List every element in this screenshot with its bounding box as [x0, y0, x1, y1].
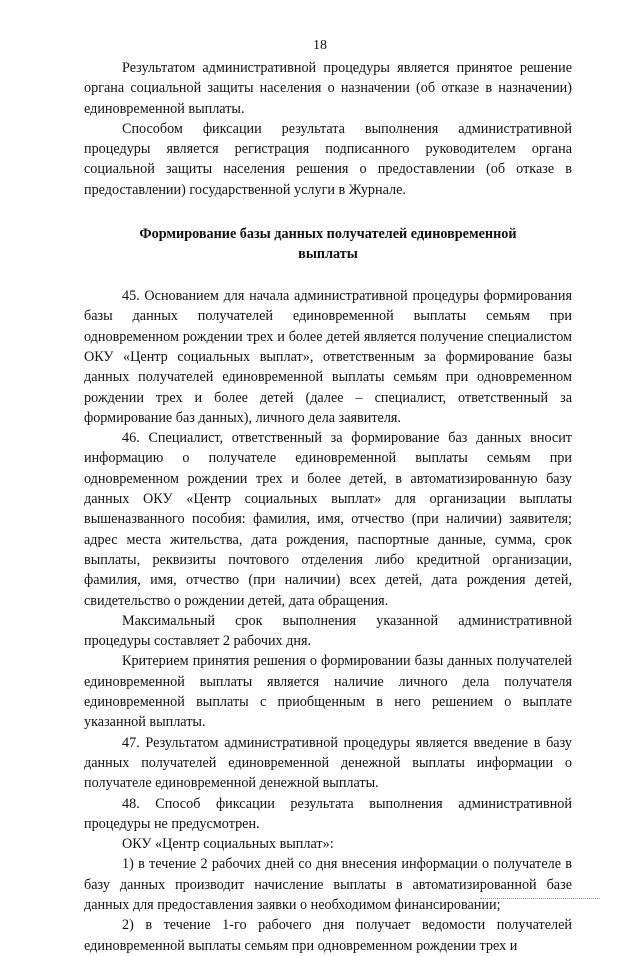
- paragraph-fixation-method: Способом фиксации результата выполнения административной процедуры является регистрация подписанного руководителем органа социальной защиты населения решения о предоставлении (об отказе в предоставлении) государственной услуги в Журнале.: [84, 120, 572, 198]
- paragraph-46: 46. Специалист, ответственный за формирование баз данных вносит информацию о получателе единовременной выплаты семьям при одновременном рождении трех и более детей, в автоматизированную базу данных ОКУ «Центр социальных выплат» для организации выплаты вышеназванного пособия: фамилия, имя, отчество (при наличии) заявителя; адрес места жительства, дата рождения, паспортные данные, сумма, срок выплаты, реквизиты почтового отделения либо кредитной организации, фамилия, имя, отчество (при наличии) всех детей, дата рождения детей, свидетельство о рождении детей, дата обращения.: [84, 430, 572, 609]
- page-number: 18: [313, 38, 327, 53]
- paragraph-48: 48. Способ фиксации результата выполнения административной процедуры не предусмотрен.: [84, 795, 572, 832]
- document-body: [84, 58, 572, 956]
- paragraph-result: Результатом административной процедуры является принятое решение органа социальной защиты населения о назначении (об отказе в назначении) единовременной выплаты.: [84, 60, 572, 117]
- paragraph-45: 45. Основанием для начала административной процедуры формирования базы данных получателей единовременной выплаты семьям при одновременном рождении трех и более детей является получение специалистом ОКУ «Центр социальных выплат», ответственным за формирование базы данных получателей единовременной выплаты семьям при одновременном рождении трех и более детей (далее – специалист, ответственный за формирование баз данных), личного дела заявителя.: [84, 288, 572, 426]
- paragraph-criterion: Критерием принятия решения о формировании базы данных получателей единовременной выплаты является наличие личного дела получателя единовременной выплаты с приобщенным в него решением о выплате указанной выплаты.: [84, 653, 572, 731]
- scan-artifact-line: [480, 897, 600, 899]
- paragraph-max-term: Максимальный срок выполнения указанной административной процедуры составляет 2 рабочих дня.: [84, 612, 572, 650]
- list-item-1: 1) в течение 2 рабочих дней со дня внесения информации о получателе в базу данных производит начисление выплаты в автоматизированной базе данных для предоставления заявки о необходимом финансировании;: [84, 856, 572, 913]
- section-heading: [84, 224, 572, 264]
- list-item-2: 2) в течение 1-го рабочего дня получает ведомости получателей единовременной выплаты семьям при одновременном рождении трех и: [84, 917, 572, 954]
- paragraph-oku: ОКУ «Центр социальных выплат»:: [122, 836, 334, 853]
- paragraph-47: 47. Результатом административной процедуры является введение в базу данных получателей единовременной денежной выплаты информации о получателе единовременной денежной выплаты.: [84, 734, 572, 792]
- section-heading-line-1: Формирование базы данных получателей единовременной: [139, 226, 517, 243]
- section-heading-line-2: выплаты: [298, 246, 358, 263]
